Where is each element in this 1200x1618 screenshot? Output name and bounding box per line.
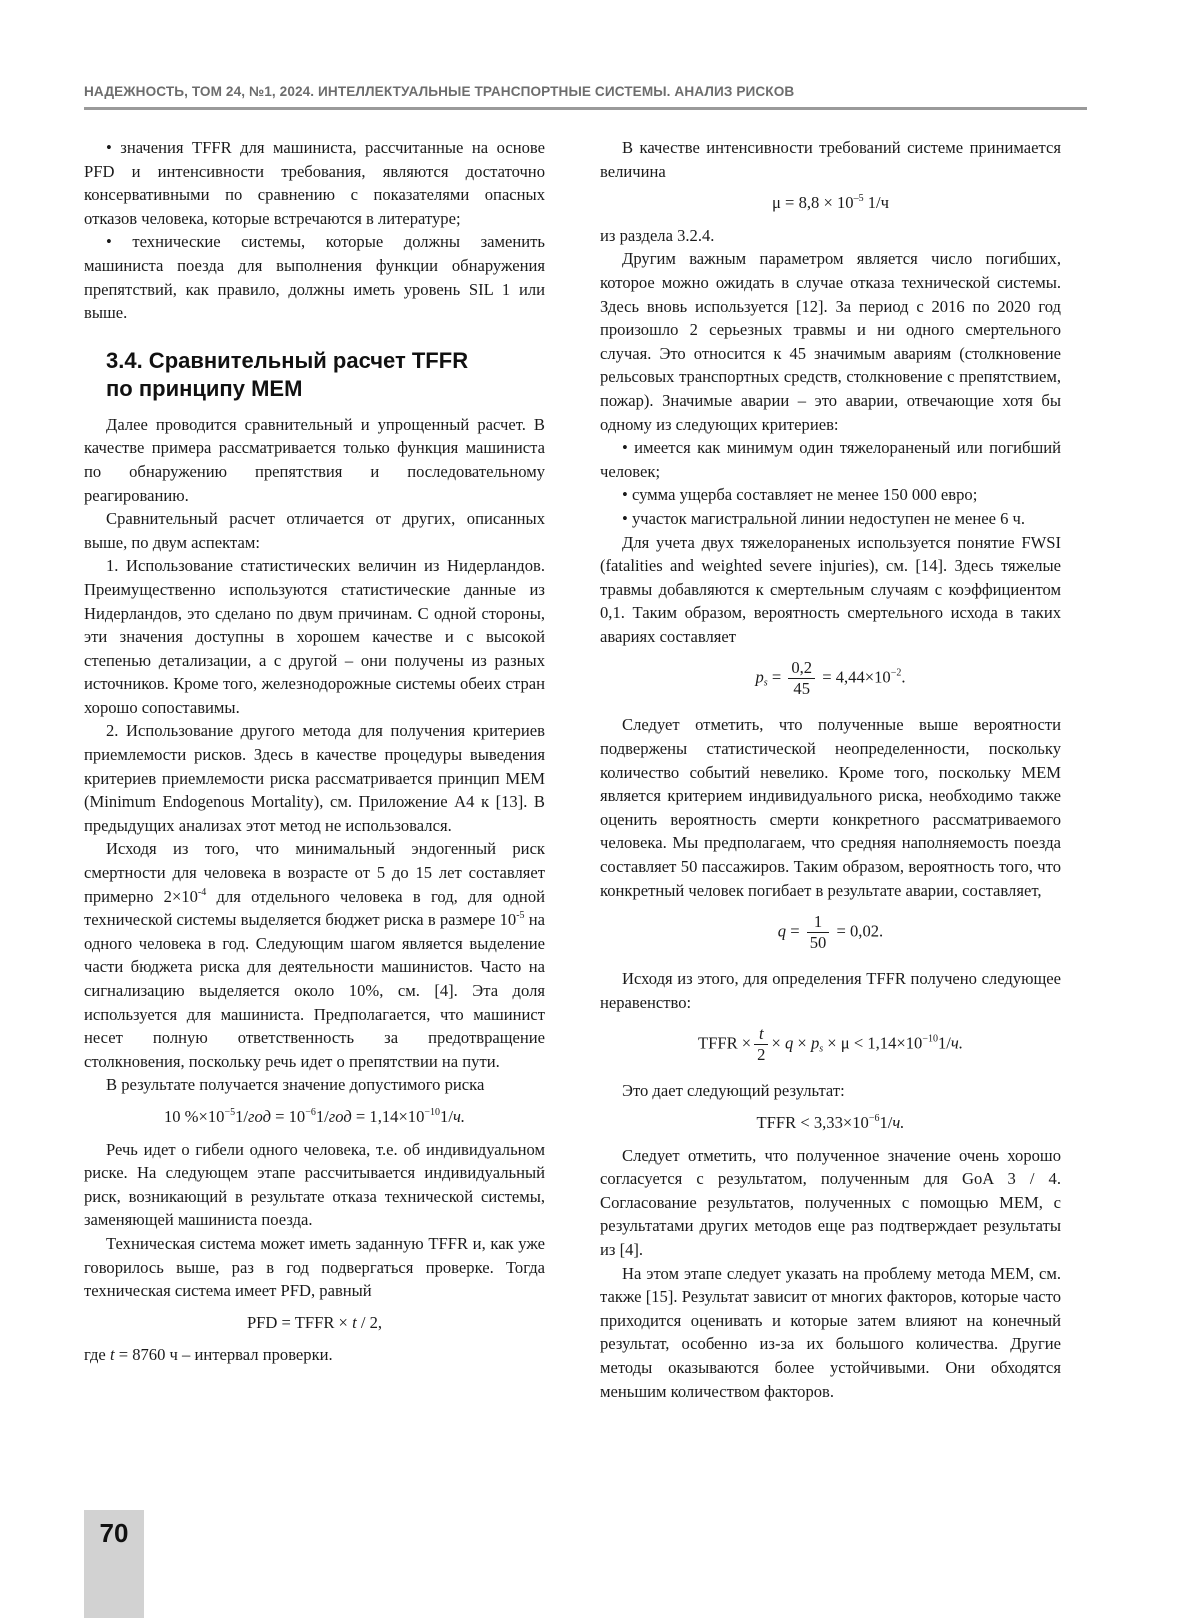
paragraph: Для учета двух тяжелораненых используется понятие FWSI (fatalities and weighted severe injuries), см. [14]. Здесь тяжелые травмы добавляются к смертельным случаям с коэффициентом 0,1. Таким образом, вероятность смертельного исхода в таких авариях составляет	[600, 532, 1061, 646]
paragraph-interval: где t = 8760 ч – интервал проверки.	[84, 1345, 333, 1365]
paragraph: Сравнительный расчет отличается от других, описанных выше, по двум аспектам:	[84, 509, 545, 552]
formula-allowed-risk: 10 $\%\times 10^{-5}1$/год = $10^{-6}1$/год = $1,14\times 10^{-10}1/ч$.	[163, 1106, 466, 1126]
criterion-bullet: • участок магистральной линии недоступен не менее 6 ч.	[622, 508, 1026, 528]
page-number: 70	[99, 1518, 129, 1548]
fraction: $\frac{0,2}{45}$	[788, 658, 815, 699]
formula-mu: $\mu = 8,8 \times 10^{-5}$ 1/ч	[772, 193, 889, 213]
paragraph: из раздела 3.2.4.	[600, 225, 715, 245]
fraction: $\frac{t}{2}$	[754, 1024, 768, 1065]
paragraph: 1. Использование статистических величин из Нидерландов. Преимущественно используются статистические данные из Нидерландов, это сделано по двум причинам. С одной стороны, эти значения доступны в хорошем качестве и с высокой степенью детализации, а с другой – они получены из разных источников. Кроме того, железнодорожные системы обеих стран хорошо сопоставимы.	[84, 556, 545, 717]
paragraph: Это дает следующий результат:	[622, 1081, 845, 1101]
paragraph: На этом этапе следует указать на проблему метода MEM, см. также [15]. Результат зависит от многих факторов, которые часто приходится оценивать и которые затем влияют на конечный результат, особенно из-за их большого количества. Другие методы оказываются более устойчивыми. Они обходятся меньшим количеством факторов.	[600, 1263, 1061, 1401]
paragraph: Далее проводится сравнительный и упрощенный расчет. В качестве примера рассматривается только функция машиниста по обнаружению препятствия и последовательному реагированию.	[84, 414, 545, 505]
formula-pfd: PFD = TFFR × t / 2,	[246, 1312, 383, 1332]
formula-ps: $p_s$ = $\frac{0,2}{45}$ = $4,44\times 10^{-2}$.	[755, 658, 906, 699]
bullet-sil1: • технические системы, которые должны заменить машиниста поезда для выполнения функции обнаружения препятствий, как правило, должны иметь уровень SIL 1 или выше.	[84, 232, 545, 323]
paragraph: В результате получается значение допустимого риска	[106, 1075, 485, 1095]
left-column	[84, 136, 545, 1367]
paragraph-mem-budget: Исходя из того, что минимальный эндогенный риск смертности для человека в возрасте от 5 до 15 лет составляет примерно $2\times 10^{-4}$ для отдельного человека в год, для одной технической системы выделяется бюджет риска в размере $10^{-5}$ на одного человека в год. Следующим шагом является выделение части бюджета риска для деятельности машинистов. Часто на сигнализацию выделяется около 10%, см. [4]. Эта доля используется для машиниста. Предполагается, что машинист несет полную ответственность за предотвращение столкновения, поскольку речь идет о препятствии на пути.	[84, 839, 545, 1071]
formula-result: TFFR < $3,33\times 10^{-6}1/ч$.	[756, 1113, 905, 1132]
paragraph: Другим важным параметром является число погибших, которое можно ожидать в случае отказа технической системы. Здесь вновь используется [12]. За период с 2016 по 2020 год произошло 2 серьезных травмы и ни одного смертельного случая. Это относится к 45 значимым авариям (столкновение рельсовых транспортных средств, столкновение с препятствием, пожар). Значимые аварии – это аварии, отвечающие хотя бы одному из следующих критериев:	[600, 249, 1061, 434]
criterion-bullet: • имеется как минимум один тяжелораненый или погибший человек;	[600, 438, 1061, 481]
section-title-line-1: 3.4. Сравнительный расчет TFFR	[106, 347, 469, 373]
paragraph: Следует отметить, что полученные выше вероятности подвержены статистической неопределенности, поскольку количество событий невелико. Кроме того, поскольку MEM является критерием индивидуального риска, необходимо также оценить вероятность смерти конкретного рассматриваемого человека. Мы предполагаем, что средняя наполняемость поезда составляет 50 пассажиров. Таким образом, вероятность того, что конкретный человек погибает в результате аварии, составляет,	[600, 715, 1061, 900]
right-column	[600, 136, 1061, 1403]
paragraph: Техническая система может иметь заданную TFFR и, как уже говорилось выше, раз в год подвергаться проверке. Тогда техническая система имеет PFD, равный	[84, 1233, 545, 1301]
bullet-tffr-conservative: • значения TFFR для машиниста, рассчитанные на основе PFD и интенсивности требования, являются достаточно консервативными по сравнению с показателями опасных отказов человека, которые встречаются в литературе;	[84, 138, 545, 228]
criterion-bullet: • сумма ущерба составляет не менее 150 000 евро;	[622, 485, 978, 505]
paragraph: В качестве интенсивности требований системе принимается величина	[600, 138, 1061, 181]
fraction: $\frac{1}{50}$	[807, 912, 830, 953]
paragraph: 2. Использование другого метода для получения критериев приемлемости рисков. Здесь в качестве процедуры выведения критериев приемлемости риска рассматривается принцип MEM (Minimum Endogenous Mortality), см. Приложение А4 к [13]. В предыдущих анализах этот метод не использовался.	[84, 721, 545, 835]
header-rule	[84, 107, 1087, 110]
section-title-line-2: по принципу МЕМ	[106, 375, 303, 401]
formula-inequality: TFFR × $\frac{t}{2}$ × $q \times p_s \times \mu < 1,14\times 10^{-10}1/ч$.	[698, 1024, 963, 1065]
formula-q: q = $\frac{1}{50}$ = 0,02.	[777, 912, 884, 953]
paragraph: Следует отметить, что полученное значение очень хорошо согласуется с результатом, полученным для GoA 3 / 4. Согласование результатов, полученных с помощью MEM, с результатами других методов еще раз подтверждает результаты из [4].	[600, 1145, 1061, 1259]
paragraph: Исходя из этого, для определения TFFR получено следующее неравенство:	[600, 969, 1061, 1012]
section-title	[106, 347, 545, 403]
paragraph: Речь идет о гибели одного человека, т.е. об индивидуальном риске. На следующем этапе рассчитывается индивидуальный риск, возникающий в результате отказа технической системы, заменяющей машиниста поезда.	[84, 1139, 545, 1230]
running-header: НАДЕЖНОСТЬ, ТОМ 24, №1, 2024. ИНТЕЛЛЕКТУАЛЬНЫЕ ТРАНСПОРТНЫЕ СИСТЕМЫ. АНАЛИЗ РИСКОВ	[84, 84, 795, 99]
